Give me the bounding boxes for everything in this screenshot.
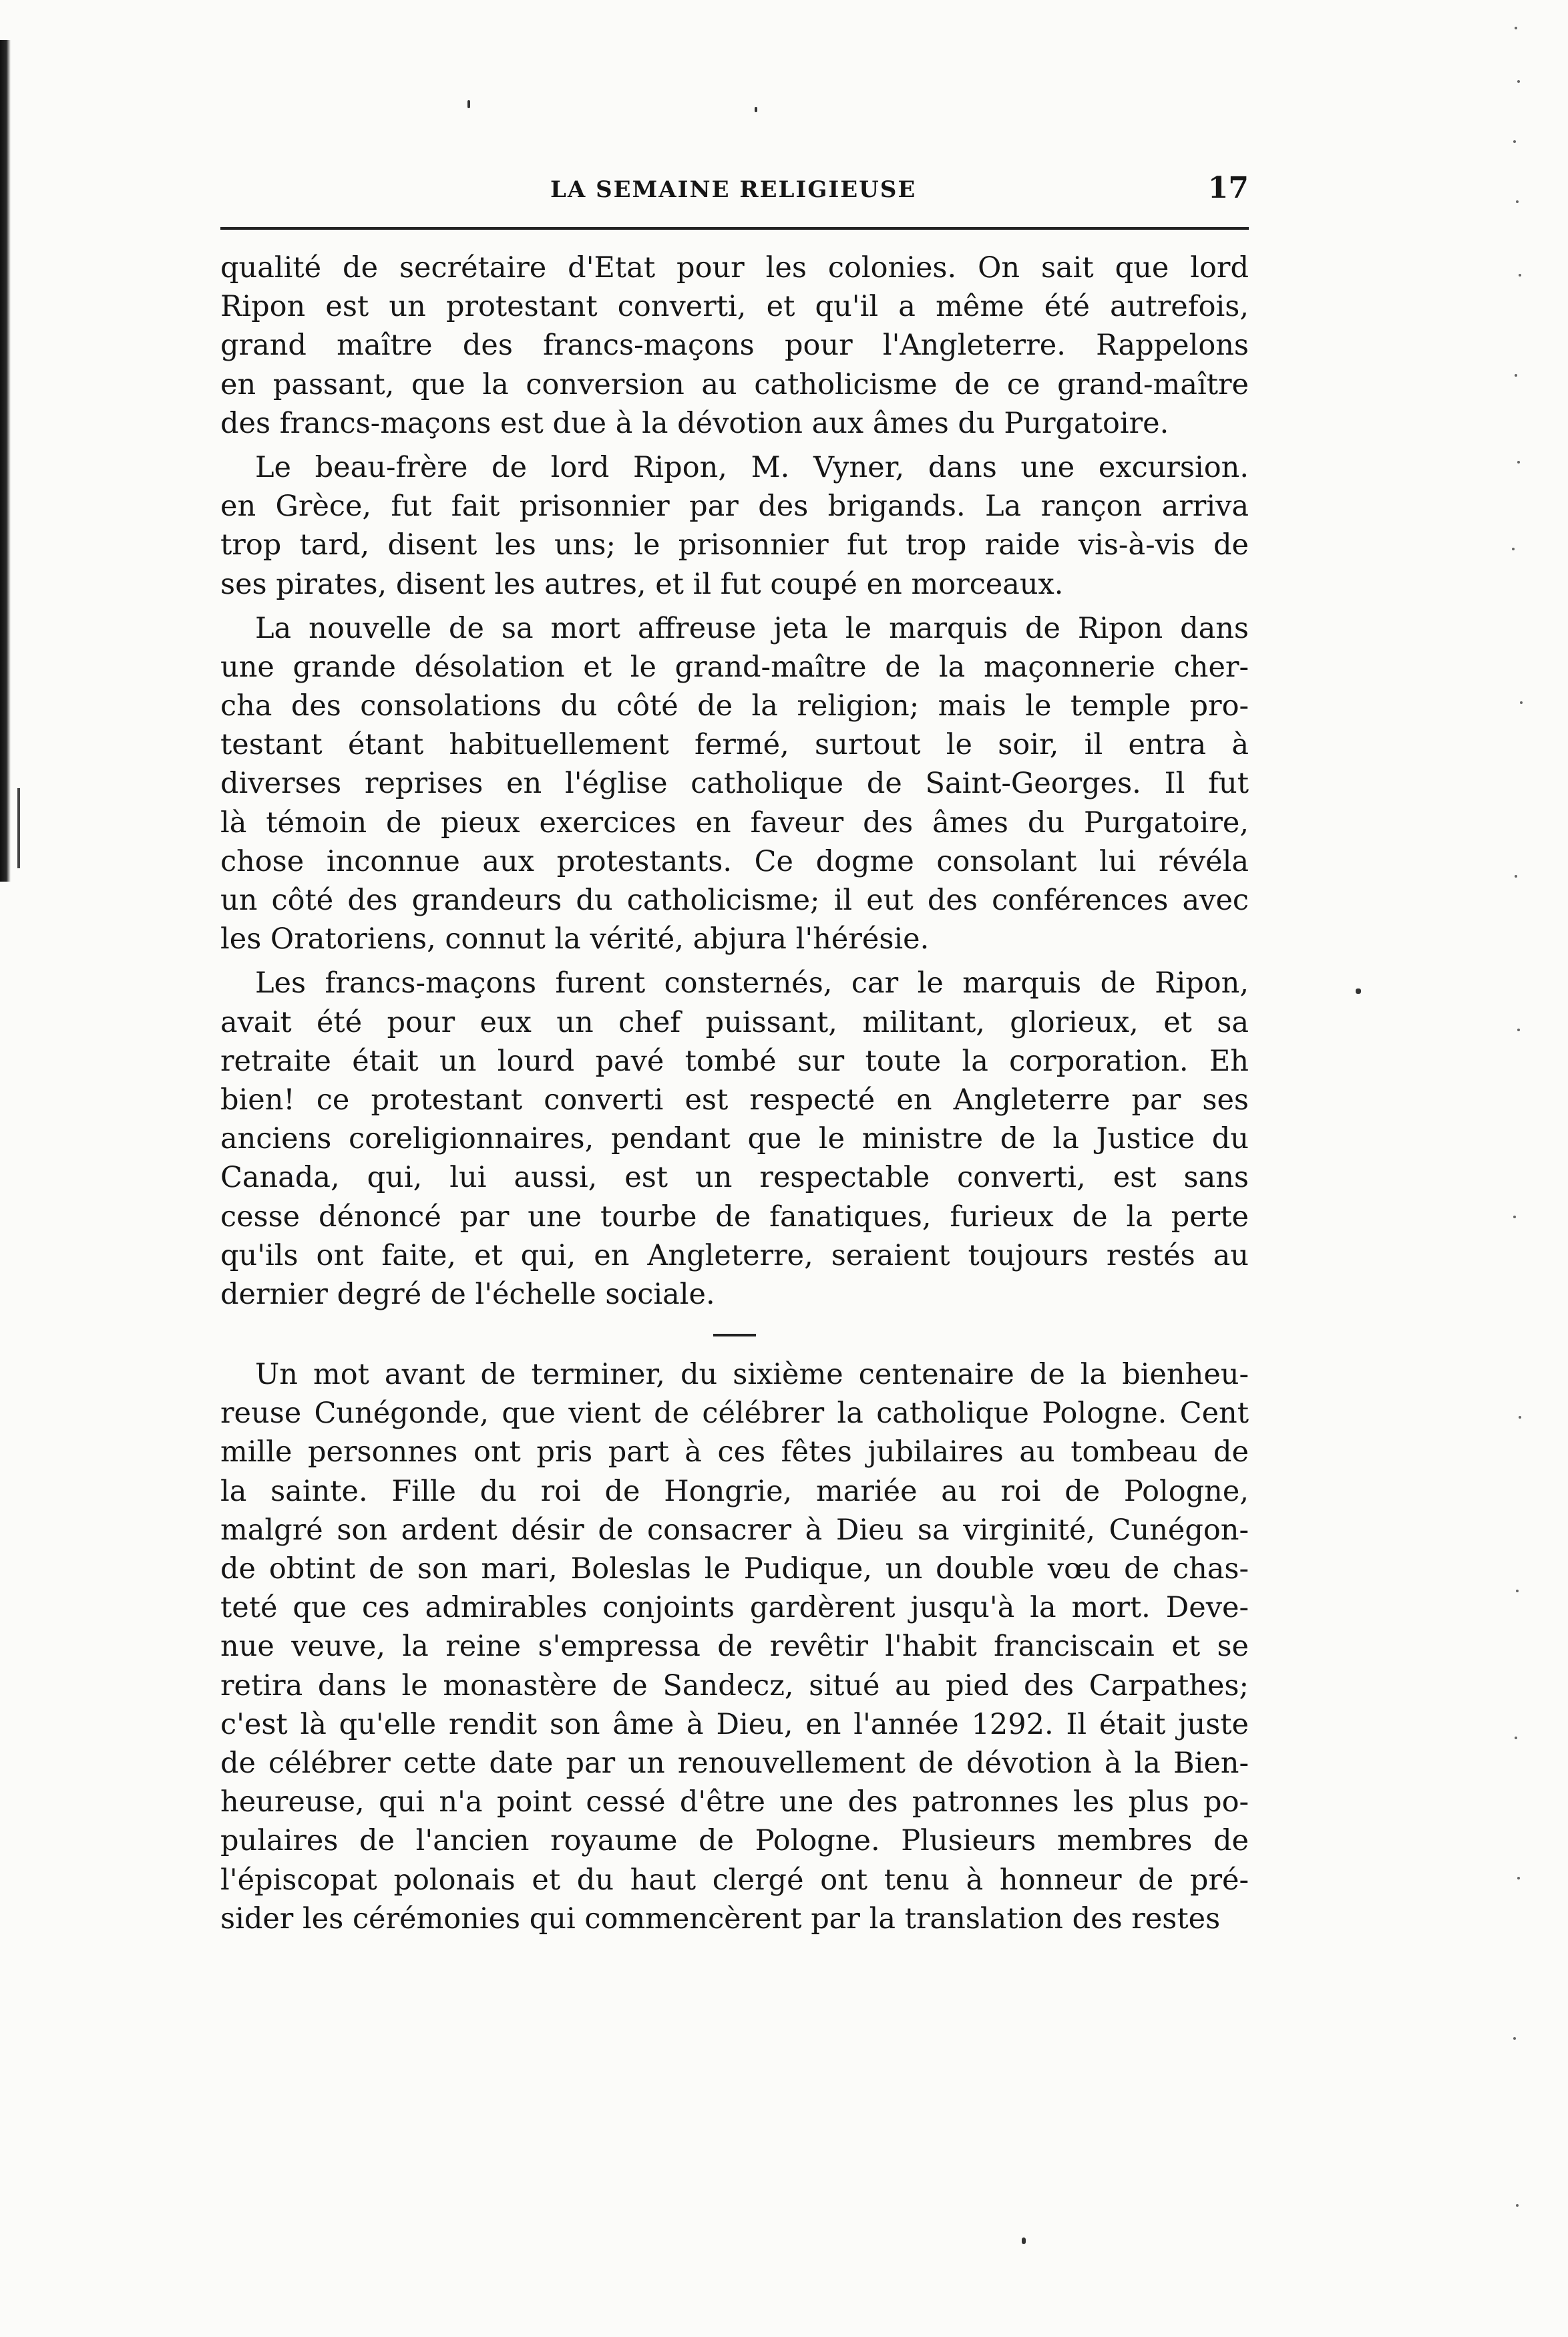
text-line: qu'ils ont faite, et qui, en Angleterre, seraient toujours restés au — [220, 1238, 1249, 1272]
text-line: testant étant habituellement fermé, surtout le soir, il entra à — [220, 728, 1249, 762]
text-line: retraite était un lourd pavé tombé sur toute la corporation. Eh — [220, 1044, 1249, 1078]
text-line: cha des consolations du côté de la religion; mais le temple pro- — [220, 689, 1249, 723]
paragraph — [220, 609, 1249, 959]
text-line: les Oratoriens, connut la vérité, abjura l'hérésie. — [220, 922, 930, 956]
text-line: de célébrer cette date par un renouvellement de dévotion à la Bien- — [220, 1746, 1249, 1780]
article-body — [220, 248, 1249, 1938]
paragraph — [220, 448, 1249, 604]
scan-speck — [1356, 988, 1361, 994]
text-line: en passant, que la conversion au catholicisme de ce grand-maître — [220, 367, 1249, 401]
text-line: malgré son ardent désir de consacrer à Dieu sa virginité, Cunégon- — [220, 1513, 1249, 1547]
scan-speck — [1022, 2237, 1026, 2244]
paragraph-gap — [220, 443, 1249, 448]
text-line: qualité de secrétaire d'Etat pour les colonies. On sait que lord — [220, 251, 1249, 285]
paragraph — [220, 964, 1249, 1314]
text-line: Ripon est un protestant converti, et qu'il a même été autrefois, — [220, 290, 1249, 324]
text-line: en Grèce, fut fait prisonnier par des brigands. La rançon arriva — [220, 490, 1249, 524]
text-line: Canada, qui, lui aussi, est un respectable converti, est sans — [220, 1161, 1249, 1195]
text-line: un côté des grandeurs du catholicisme; il eut des conférences avec — [220, 884, 1249, 917]
text-line: anciens coreligionnaires, pendant que le ministre de la Justice du — [220, 1122, 1249, 1156]
text-line: diverses reprises en l'église catholique de Saint-Georges. Il fut — [220, 767, 1249, 801]
page-header — [220, 172, 1249, 212]
scan-edge-specks — [1501, 0, 1541, 2337]
paragraph-gap — [220, 604, 1249, 609]
text-line: chose inconnue aux protestants. Ce dogme consolant lui révéla — [220, 844, 1249, 878]
text-line: dernier degré de l'échelle sociale. — [220, 1277, 715, 1311]
text-line: trop tard, disent les uns; le prisonnier fut trop raide vis-à-vis de — [220, 528, 1249, 562]
scan-speck — [467, 100, 470, 108]
paragraph — [220, 1355, 1249, 1938]
text-line: la sainte. Fille du roi de Hongrie, mariée au roi de Pologne, — [220, 1474, 1249, 1508]
text-line: heureuse, qui n'a point cessé d'être une des patronnes les plus po- — [220, 1785, 1249, 1819]
text-line: Un mot avant de terminer, du sixième centenaire de la bienheu- — [255, 1358, 1249, 1392]
scan-margin-mark — [17, 788, 20, 868]
running-title: LA SEMAINE RELIGIEUSE — [550, 176, 917, 203]
paragraph-gap — [220, 958, 1249, 964]
text-line: teté que ces admirables conjoints gardèrent jusqu'à la mort. Deve- — [220, 1591, 1249, 1625]
text-line: avait été pour eux un chef puissant, militant, glorieux, et sa — [220, 1005, 1249, 1039]
text-line: pulaires de l'ancien royaume de Pologne. Plusieurs membres de — [220, 1824, 1249, 1858]
text-line: c'est là qu'elle rendit son âme à Dieu, en l'année 1292. Il était juste — [220, 1707, 1249, 1741]
text-line: cesse dénoncé par une tourbe de fanatiques, furieux de la perte — [220, 1200, 1249, 1234]
text-line: retira dans le monastère de Sandecz, situé au pied des Carpathes; — [220, 1668, 1249, 1702]
text-line: une grande désolation et le grand-maître de la maçonnerie cher- — [220, 650, 1249, 684]
section-divider — [713, 1334, 756, 1336]
text-line: là témoin de pieux exercices en faveur des âmes du Purgatoire, — [220, 805, 1249, 840]
text-line: grand maître des francs-maçons pour l'Angleterre. Rappelons — [220, 329, 1249, 363]
header-rule — [220, 227, 1249, 230]
scan-speck — [755, 107, 757, 112]
text-line: sider les cérémonies qui commencèrent par la translation des restes — [220, 1902, 1221, 1936]
paragraph — [220, 248, 1249, 443]
text-line: des francs-maçons est due à la dévotion aux âmes du Purgatoire. — [220, 406, 1169, 440]
text-line: de obtint de son mari, Boleslas le Pudique, un double vœu de chas- — [220, 1552, 1249, 1586]
text-line: Le beau-frère de lord Ripon, M. Vyner, dans une excursion. — [255, 450, 1249, 484]
page-number: 17 — [1207, 171, 1249, 205]
text-line: reuse Cunégonde, que vient de célébrer la catholique Pologne. Cent — [220, 1397, 1249, 1431]
text-line: nue veuve, la reine s'empressa de revêtir l'habit franciscain et se — [220, 1630, 1249, 1664]
text-line: Les francs-maçons furent consternés, car le marquis de Ripon, — [255, 966, 1249, 1001]
text-line: La nouvelle de sa mort affreuse jeta le marquis de Ripon dans — [255, 611, 1249, 645]
text-line: l'épiscopat polonais et du haut clergé ont tenu à honneur de pré- — [220, 1863, 1249, 1897]
text-line: bien! ce protestant converti est respecté en Angleterre par ses — [220, 1083, 1249, 1117]
scan-binding-edge — [0, 40, 11, 882]
text-line: mille personnes ont pris part à ces fêtes jubilaires au tombeau de — [220, 1435, 1249, 1469]
text-line: ses pirates, disent les autres, et il fut coupé en morceaux. — [220, 567, 1064, 601]
